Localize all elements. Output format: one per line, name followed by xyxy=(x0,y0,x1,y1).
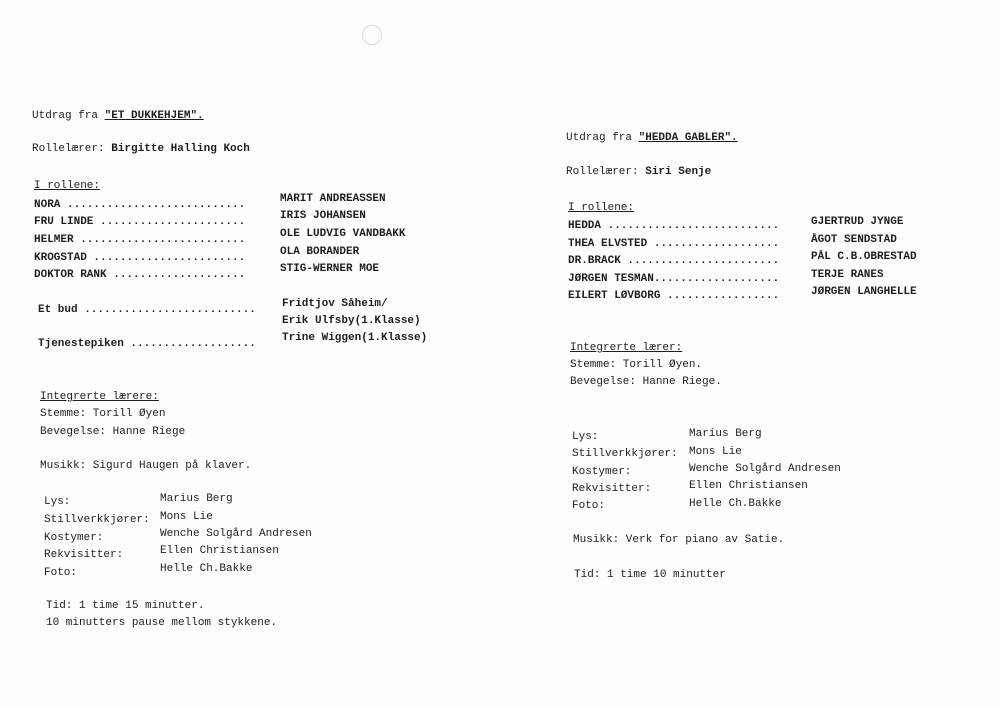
left-crew-name-rekvisitter: Ellen Christiansen xyxy=(160,545,279,557)
right-crew-label-foto: Foto: xyxy=(572,500,606,512)
left-roles-heading: I rollene: xyxy=(34,180,101,192)
right-crew-label-lys: Lys: xyxy=(572,431,599,443)
right-crew-name-rekvisitter: Ellen Christiansen xyxy=(689,480,808,492)
right-role-hedda: HEDDA .......................... xyxy=(568,220,780,232)
left-crew-name-foto: Helle Ch.Bakke xyxy=(160,563,253,575)
right-teacher-name: Siri Senje xyxy=(645,166,712,178)
right-role-eilert-lovborg: EILERT LØVBORG ................. xyxy=(568,290,780,302)
left-intro-line xyxy=(32,110,204,123)
right-crew-name-kostymer: Wenche Solgård Andresen xyxy=(689,463,841,475)
right-play-title: "HEDDA GABLER". xyxy=(638,132,738,144)
right-teacher-label: Rollelærer: xyxy=(566,166,639,178)
right-crew-label-stillverk: Stillverkkjører: xyxy=(572,448,678,460)
right-crew-name-foto: Helle Ch.Bakke xyxy=(689,498,782,510)
right-roles-heading: I rollene: xyxy=(568,202,635,214)
left-teacher-name: Birgitte Halling Koch xyxy=(111,143,250,155)
left-crew-label-lys: Lys: xyxy=(44,496,71,508)
right-role-dr-brack: DR.BRACK ....................... xyxy=(568,255,780,267)
left-role-tjenestepiken: Tjenestepiken ................... xyxy=(38,338,256,350)
left-actor-et-bud-2: Erik Ulfsby(1.Klasse) xyxy=(282,315,421,327)
left-voice-line: Stemme: Torill Øyen xyxy=(40,408,166,420)
left-role-krogstad: KROGSTAD ....................... xyxy=(34,252,246,264)
left-crew-name-kostymer: Wenche Solgård Andresen xyxy=(160,528,312,540)
left-role-helmer: HELMER ......................... xyxy=(34,234,246,246)
right-teacher-line xyxy=(566,166,711,179)
right-integrated-heading: Integrerte lærer: xyxy=(570,342,683,354)
right-role-thea-elvsted: THEA ELVSTED ................... xyxy=(568,238,780,250)
left-actor-krogstad: OLA BORANDER xyxy=(280,246,360,258)
left-music-line: Musikk: Sigurd Haugen på klaver. xyxy=(40,460,252,472)
right-intro-line xyxy=(566,132,738,145)
left-actor-doktor-rank: STIG-WERNER MOE xyxy=(280,263,380,275)
left-role-et-bud: Et bud .......................... xyxy=(38,304,256,316)
left-role-fru-linde: FRU LINDE ...................... xyxy=(34,216,246,228)
right-movement-line: Bevegelse: Hanne Riege. xyxy=(570,376,722,388)
left-actor-tjenestepiken: Trine Wiggen(1.Klasse) xyxy=(282,332,428,344)
right-music-line: Musikk: Verk for piano av Satie. xyxy=(573,534,785,546)
left-actor-et-bud-1: Fridtjov Såheim/ xyxy=(282,298,388,310)
left-crew-name-lys: Marius Berg xyxy=(160,493,233,505)
left-role-doktor-rank: DOKTOR RANK .................... xyxy=(34,269,246,281)
right-actor-hedda: GJERTRUD JYNGE xyxy=(811,216,904,228)
right-intro-prefix: Utdrag fra xyxy=(566,132,639,144)
left-actor-helmer: OLE LUDVIG VANDBAKK xyxy=(280,228,406,240)
left-integrated-heading: Integrerte lærere: xyxy=(40,391,159,403)
right-actor-thea-elvsted: ÅGOT SENDSTAD xyxy=(811,234,897,246)
left-intro-prefix: Utdrag fra xyxy=(32,110,105,122)
left-crew-label-stillverk: Stillverkkjører: xyxy=(44,514,150,526)
right-actor-eilert-lovborg: JØRGEN LANGHELLE xyxy=(811,286,917,298)
left-crew-label-foto: Foto: xyxy=(44,567,78,579)
right-actor-dr-brack: PÅL C.B.OBRESTAD xyxy=(811,251,917,263)
right-role-jorgen-tesman: JØRGEN TESMAN................... xyxy=(568,273,780,285)
left-crew-name-stillverk: Mons Lie xyxy=(160,511,213,523)
right-voice-line: Stemme: Torill Øyen. xyxy=(570,359,703,371)
right-crew-label-kostymer: Kostymer: xyxy=(572,466,632,478)
left-movement-line: Bevegelse: Hanne Riege xyxy=(40,426,186,438)
right-crew-name-stillverk: Mons Lie xyxy=(689,446,742,458)
left-teacher-line xyxy=(32,143,250,156)
right-actor-jorgen-tesman: TERJE RANES xyxy=(811,269,884,281)
punch-hole-mark xyxy=(362,25,382,45)
right-crew-label-rekvisitter: Rekvisitter: xyxy=(572,483,652,495)
right-time-line: Tid: 1 time 10 minutter xyxy=(574,569,726,581)
left-crew-label-rekvisitter: Rekvisitter: xyxy=(44,549,124,561)
left-crew-label-kostymer: Kostymer: xyxy=(44,532,104,544)
left-actor-fru-linde: IRIS JOHANSEN xyxy=(280,210,366,222)
left-actor-nora: MARIT ANDREASSEN xyxy=(280,193,386,205)
right-crew-name-lys: Marius Berg xyxy=(689,428,762,440)
left-role-nora: NORA ........................... xyxy=(34,199,246,211)
left-teacher-label: Rollelærer: xyxy=(32,143,105,155)
left-play-title: "ET DUKKEHJEM". xyxy=(104,110,204,122)
left-time-line: Tid: 1 time 15 minutter. xyxy=(46,600,205,612)
left-pause-line: 10 minutters pause mellom stykkene. xyxy=(46,617,278,629)
